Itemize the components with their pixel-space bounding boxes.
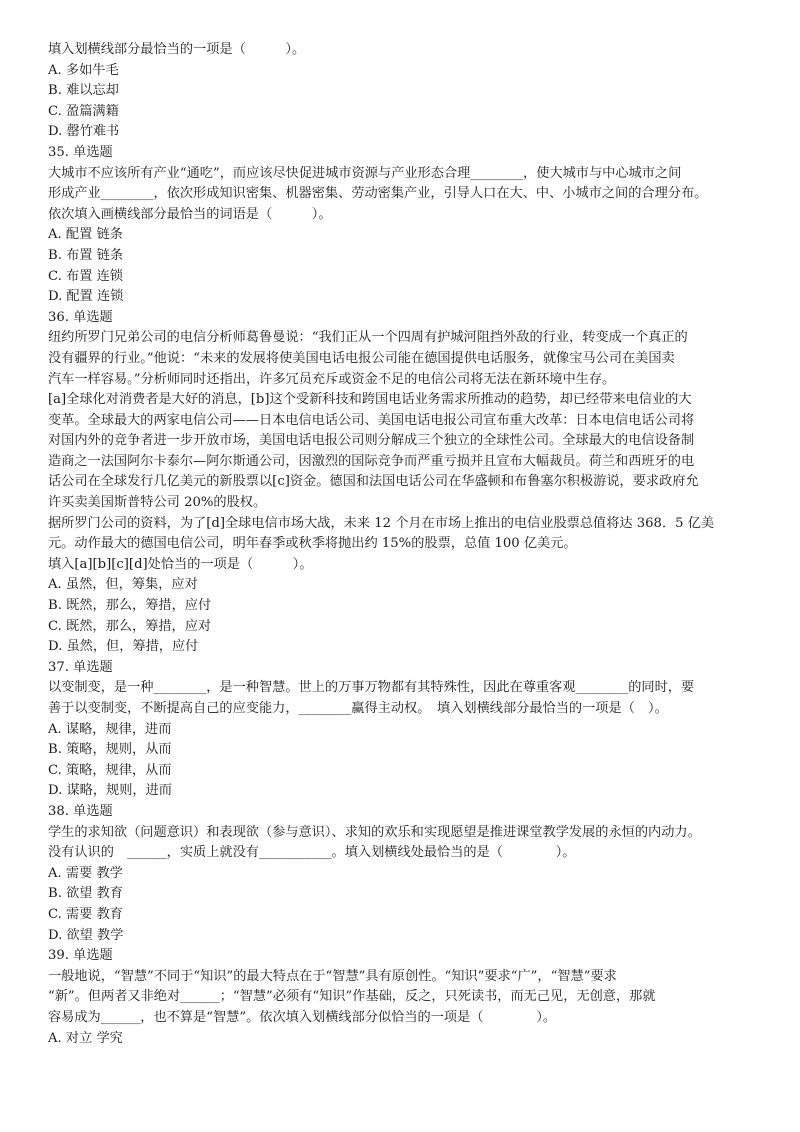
stem-line: 许买卖美国斯普特公司 20%的股权。 bbox=[48, 495, 267, 511]
answer-option: C. 策略，规律，从而 bbox=[48, 762, 172, 778]
stem-line: 纽约所罗门兄弟公司的电信分析师葛鲁曼说：“我们正从一个四周有护城河阻挡外敌的行业，转变成一个真正的 bbox=[48, 330, 688, 346]
stem-line: “新”。但两者又非绝对______；“智慧”必须有“知识”作基础，反之，只死读书，而无己见，无创意，那就 bbox=[48, 989, 656, 1005]
question-heading: 38. 单选题 bbox=[48, 803, 113, 819]
stem-line: 形成产业________，依次形成知识密集、机器密集、劳动密集产业，引导人口在大、中、小城市之间的合理分布。 bbox=[48, 186, 708, 202]
answer-option: B. 既然，那么，筹措，应付 bbox=[48, 598, 212, 614]
question-stem bbox=[48, 40, 760, 61]
question-heading: 35. 单选题 bbox=[48, 144, 113, 160]
stem-line: [a]全球化对消费者是大好的消息，[b]这个受新科技和跨国电话业务需求所推动的趋势，却已经带来电信业的大 bbox=[48, 392, 692, 408]
stem-line: 填入划横线部分最恰当的一项是（ ）。 bbox=[48, 42, 306, 57]
stem-line: 对国内外的竞争者进一步开放市场，美国电话电报公司则分解成三个独立的全球性公司。全球最大的电信设备制 bbox=[48, 433, 695, 449]
question-stem bbox=[48, 328, 760, 575]
answer-option: D. 谋略，规则，进而 bbox=[48, 783, 172, 799]
stem-line: 填入[a][b][c][d]处恰当的一项是（ ）。 bbox=[48, 556, 313, 572]
question-stem bbox=[48, 967, 760, 1029]
answer-option: A. 虽然，但，筹集，应对 bbox=[48, 577, 198, 593]
stem-line: 变革。全球最大的两家电信公司——日本电信电话公司、美国电话电报公司宣布重大改革：日本电信电话公司将 bbox=[48, 412, 695, 428]
answer-option: B. 策略，规则，从而 bbox=[48, 742, 172, 758]
exam-page bbox=[48, 40, 760, 1049]
stem-line: 没有认识的 ______，实质上就没有___________。填入划横线处最恰当的是（ ）。 bbox=[48, 845, 576, 861]
answer-option: D. 欲望 教学 bbox=[48, 927, 124, 943]
stem-line: 学生的求知欲（问题意识）和表现欲（参与意识）、求知的欢乐和实现愿望是推进课堂教学发展的永恒的内动力。 bbox=[48, 824, 701, 840]
answer-option: C. 布置 连锁 bbox=[48, 268, 123, 284]
stem-line: 依次填入画横线部分最恰当的词语是（ ）。 bbox=[48, 206, 332, 222]
stem-line: 以变制变，是一种________，是一种智慧。世上的万事万物都有其特殊性，因此在尊重客观________的同时，要 bbox=[48, 680, 695, 696]
answer-option: B. 布置 链条 bbox=[48, 247, 124, 263]
answer-option: C. 既然，那么，筹措，应对 bbox=[48, 618, 212, 634]
question-stem bbox=[48, 164, 760, 226]
question-heading: 36. 单选题 bbox=[48, 309, 113, 325]
answer-option: A. 需要 教学 bbox=[48, 865, 123, 881]
question-heading: 39. 单选题 bbox=[48, 948, 113, 964]
question-stem bbox=[48, 823, 760, 864]
question-heading: 37. 单选题 bbox=[48, 659, 113, 675]
answer-option: D. 配置 连锁 bbox=[48, 289, 124, 305]
stem-line: 没有疆界的行业。”他说：“未来的发展将使美国电话电报公司能在德国提供电话服务，就像宝马公司在美国卖 bbox=[48, 350, 675, 366]
stem-line: 大城市不应该所有产业“通吃”，而应该尽快促进城市资源与产业形态合理________，使大城市与中心城市之间 bbox=[48, 165, 682, 181]
answer-option: C. 需要 教育 bbox=[48, 906, 123, 922]
answer-option: A. 谋略，规律，进而 bbox=[48, 721, 172, 737]
answer-option: A. 多如牛毛 bbox=[48, 62, 119, 78]
answer-option: C. 盈篇满籍 bbox=[48, 103, 119, 119]
stem-line: 一般地说，“智慧”不同于“知识”的最大特点在于“智慧”具有原创性。“知识”要求“广”，“智慧”要求 bbox=[48, 968, 617, 984]
stem-line: 造商之一法国阿尔卡泰尔—阿尔斯通公司，因激烈的国际竞争而严重亏损并且宣布大幅裁员。荷兰和西班牙的电 bbox=[48, 453, 695, 469]
stem-line: 据所罗门公司的资料，为了[d]全球电信市场大战，未来 12 个月在市场上推出的电信业股票总值将达 368．5 亿美 bbox=[48, 515, 715, 531]
answer-option: D. 虽然，但，筹措，应付 bbox=[48, 639, 199, 655]
answer-option: D. 罄竹难书 bbox=[48, 124, 120, 140]
answer-option: A. 配置 链条 bbox=[48, 227, 123, 243]
answer-option: B. 难以忘却 bbox=[48, 83, 119, 99]
stem-line: 汽车一样容易。”分析师同时还指出，许多冗员充斥或资金不足的电信公司将无法在新环境中生存。 bbox=[48, 371, 616, 387]
answer-option: A. 对立 学究 bbox=[48, 1030, 123, 1046]
question-stem bbox=[48, 678, 760, 719]
stem-line: 容易成为______，也不算是“智慧”。依次填入划横线部分似恰当的一项是（ ）。 bbox=[48, 1009, 557, 1025]
stem-line: 元。动作最大的德国电信公司，明年春季或秋季将抛出约 15%的股票，总值 100 亿美元。 bbox=[48, 536, 577, 552]
stem-line: 话公司在全球发行几亿美元的新股票以[c]资金。德国和法国电话公司在华盛顿和布鲁塞尔积极游说，要求政府允 bbox=[48, 474, 699, 490]
answer-option: B. 欲望 教育 bbox=[48, 886, 124, 902]
stem-line: 善于以变制变，不断提高自己的应变能力，________赢得主动权。 填入划横线部分最恰当的一项是（ ）。 bbox=[48, 701, 668, 716]
